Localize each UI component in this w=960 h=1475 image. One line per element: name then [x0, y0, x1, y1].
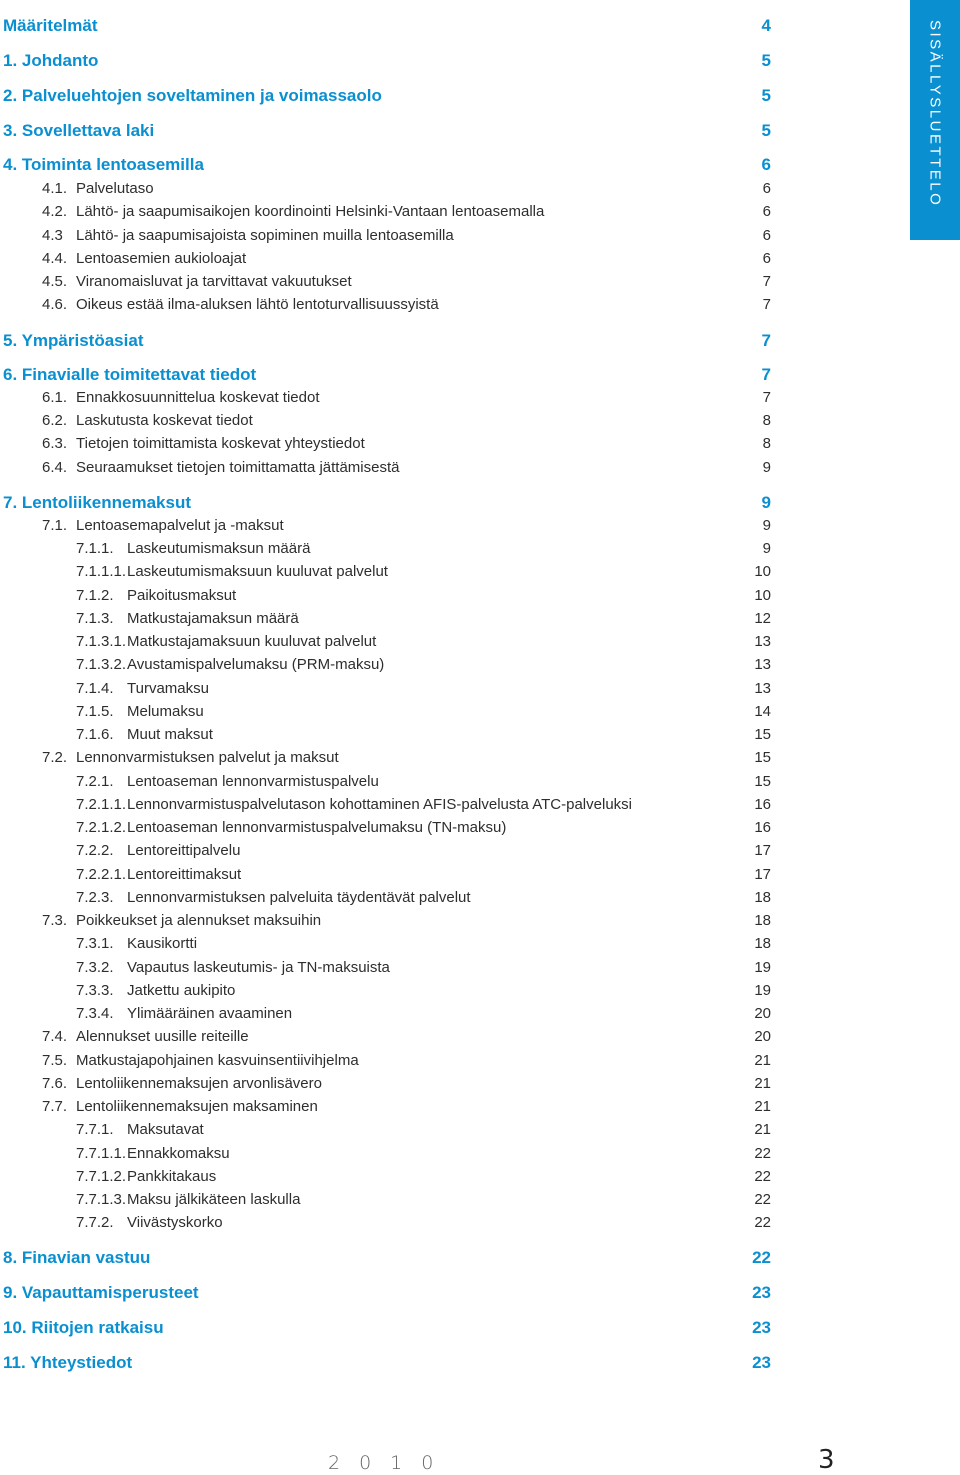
toc-entry-number: 7.7.1.2.	[76, 1168, 127, 1185]
toc-entry-page: 22	[754, 1214, 771, 1231]
toc-entry-title: Lentoreittimaksut	[127, 866, 242, 883]
toc-heading: 9. Vapauttamisperusteet	[3, 1283, 199, 1302]
toc-entry-title: Lentoreittipalvelu	[127, 842, 241, 859]
footer-year: 2010	[328, 1452, 453, 1474]
toc-entry-page: 18	[754, 935, 771, 952]
toc-entry-page: 5	[761, 86, 771, 105]
toc-entry-title: Lentoasemapalvelut ja -maksut	[76, 517, 284, 534]
toc-entry-title: Pankkitakaus	[127, 1168, 217, 1185]
toc-entry-title: Melumaksu	[127, 703, 204, 720]
section-side-tab	[910, 0, 960, 240]
toc-entry-page: 13	[754, 633, 771, 650]
toc-entry-number: 7.2.1.2.	[76, 819, 127, 836]
toc-entry-title: Viranomaisluvat ja tarvittavat vakuutukset	[76, 273, 352, 290]
toc-entry-title: Poikkeukset ja alennukset maksuihin	[76, 912, 322, 929]
toc-entry-page: 16	[754, 796, 771, 813]
toc-entry-page: 10	[754, 587, 771, 604]
toc-entry-page: 6	[761, 155, 771, 174]
toc-entry-title: Vapautus laskeutumis- ja TN-maksuista	[127, 959, 390, 976]
toc-entry-number: 6.4.	[42, 459, 68, 476]
toc-entry-title: Lennonvarmistuksen palveluita täydentävät palvelut	[127, 889, 471, 906]
toc-entry-title: Laskutusta koskevat tiedot	[76, 412, 253, 429]
toc-entry-number: 7.2.2.1.	[76, 866, 127, 883]
toc-entry-title: Ennakkomaksu	[127, 1145, 230, 1162]
toc-entry-title: Oikeus estää ilma-aluksen lähtö lentoturvallisuussyistä	[76, 296, 439, 313]
toc-heading: 11. Yhteystiedot	[3, 1353, 133, 1372]
toc-entry-number: 7.1.	[42, 517, 68, 534]
toc-entry-title: Lennonvarmistuksen palvelut ja maksut	[76, 749, 339, 766]
toc-entry-number: 4.4.	[42, 250, 68, 267]
toc-entry-page: 23	[752, 1283, 771, 1302]
toc-entry-number: 7.7.2.	[76, 1214, 114, 1231]
toc-entry-number: 7.3.2.	[76, 959, 114, 976]
toc-entry-number: 6.3.	[42, 435, 68, 452]
toc-entry-page: 7	[761, 365, 771, 384]
toc-entry-page: 21	[754, 1075, 771, 1092]
toc-entry-title: Paikoitusmaksut	[127, 587, 237, 604]
toc-entry-number: 7.5.	[42, 1052, 68, 1069]
toc-entry-number: 6.1.	[42, 389, 68, 406]
toc-entry-number: 7.1.3.2.	[76, 656, 127, 673]
toc-entry-number: 7.7.	[42, 1098, 68, 1115]
toc-entry-page: 22	[754, 1145, 771, 1162]
toc-entry-page: 19	[754, 959, 771, 976]
toc-entry-title: Lentoaseman lennonvarmistuspalvelu	[127, 773, 379, 790]
toc-heading: 5. Ympäristöasiat	[3, 331, 144, 350]
toc-entry-page: 23	[752, 1318, 771, 1337]
toc-entry-page: 6	[762, 180, 771, 197]
toc-entry-number: 7.2.2.	[76, 842, 114, 859]
toc-entry-page: 23	[752, 1353, 771, 1372]
toc-heading: 10. Riitojen ratkaisu	[3, 1318, 164, 1337]
toc-entry-page: 14	[754, 703, 771, 720]
toc-entry-page: 20	[754, 1028, 771, 1045]
toc-entry-page: 20	[754, 1005, 771, 1022]
toc-entry-page: 19	[754, 982, 771, 999]
toc-entry-number: 7.1.3.1.	[76, 633, 127, 650]
toc-entry-number: 6.2.	[42, 412, 68, 429]
toc-entry-title: Lähtö- ja saapumisajoista sopiminen muilla lentoasemilla	[76, 227, 454, 244]
toc-entry-number: 7.7.1.1.	[76, 1145, 127, 1162]
toc-entry-title: Lentoaseman lennonvarmistuspalvelumaksu (TN-maksu)	[127, 819, 507, 836]
toc-entry-page: 18	[754, 912, 771, 929]
toc-entry-page: 13	[754, 656, 771, 673]
toc-entry-number: 7.1.5.	[76, 703, 114, 720]
toc-entry-title: Lentoliikennemaksujen maksaminen	[76, 1098, 318, 1115]
toc-entry-title: Tietojen toimittamista koskevat yhteystiedot	[76, 435, 365, 452]
toc-entry-page: 6	[762, 227, 771, 244]
toc-heading: Määritelmät	[3, 16, 98, 35]
toc-entry-title: Alennukset uusille reiteille	[76, 1028, 249, 1045]
toc-heading: 6. Finavialle toimitettavat tiedot	[3, 365, 257, 384]
toc-entry-number: 7.1.4.	[76, 680, 114, 697]
toc-entry-title: Seuraamukset tietojen toimittamatta jättämisestä	[76, 459, 400, 476]
toc-entry-title: Laskeutumismaksuun kuuluvat palvelut	[127, 563, 388, 580]
side-tab-label: SISÄLLYSLUETTELO	[926, 20, 944, 208]
toc-entry-page: 7	[762, 296, 771, 313]
toc-entry-page: 7	[762, 273, 771, 290]
toc-entry-number: 4.5.	[42, 273, 68, 290]
toc-entry-page: 15	[754, 749, 771, 766]
toc-entry-number: 7.4.	[42, 1028, 68, 1045]
toc-entry-title: Matkustajamaksun määrä	[127, 610, 299, 627]
toc-entry-page: 13	[754, 680, 771, 697]
toc-entry-title: Ylimääräinen avaaminen	[127, 1005, 293, 1022]
toc-entry-number: 7.6.	[42, 1075, 68, 1092]
toc-entry-number: 7.1.1.	[76, 540, 114, 557]
toc-entry-page: 18	[754, 889, 771, 906]
toc-entry-number: 7.3.3.	[76, 982, 114, 999]
toc-entry-page: 16	[754, 819, 771, 836]
toc-entry-number: 7.1.2.	[76, 587, 114, 604]
toc-heading: 7. Lentoliikennemaksut	[3, 493, 191, 512]
toc-entry-title: Lähtö- ja saapumisaikojen koordinointi Helsinki-Vantaan lentoasemalla	[76, 203, 545, 220]
toc-entry-page: 15	[754, 773, 771, 790]
toc-entry-page: 9	[761, 493, 771, 512]
toc-entry-title: Jatkettu aukipito	[127, 982, 236, 999]
toc-entry-page: 21	[754, 1121, 771, 1138]
toc-entry-title: Avustamispalvelumaksu (PRM-maksu)	[127, 656, 385, 673]
toc-entry-page: 9	[762, 540, 771, 557]
toc-entry-page: 4	[761, 16, 771, 35]
toc-entry-page: 5	[761, 51, 771, 70]
toc-entry-page: 17	[754, 842, 771, 859]
toc-heading: 1. Johdanto	[3, 51, 99, 70]
toc-entry-title: Lennonvarmistuspalvelutason kohottaminen AFIS-palvelusta ATC-palveluksi	[127, 796, 632, 813]
toc-entry-page: 9	[762, 517, 771, 534]
toc-entry-page: 21	[754, 1052, 771, 1069]
toc-entry-page: 9	[762, 459, 771, 476]
toc-entry-title: Muut maksut	[127, 726, 213, 743]
toc-entry-number: 7.1.6.	[76, 726, 114, 743]
toc-entry-number: 7.1.1.1.	[76, 563, 127, 580]
toc-entry-title: Viivästyskorko	[127, 1214, 223, 1231]
toc-entry-title: Maksu jälkikäteen laskulla	[127, 1191, 301, 1208]
toc-entry-title: Kausikortti	[127, 935, 198, 952]
toc-entry-number: 7.1.3.	[76, 610, 114, 627]
toc-entry-page: 8	[762, 412, 771, 429]
toc-entry-page: 7	[762, 389, 771, 406]
toc-entry-page: 6	[762, 203, 771, 220]
toc-entry-page: 15	[754, 726, 771, 743]
toc-heading: 3. Sovellettava laki	[3, 121, 155, 140]
toc-entry-page: 8	[762, 435, 771, 452]
toc-heading: 2. Palveluehtojen soveltaminen ja voimassaolo	[3, 86, 382, 105]
toc-heading: 4. Toiminta lentoasemilla	[3, 155, 204, 174]
toc-entry-title: Lentoasemien aukioloajat	[76, 250, 247, 267]
toc-entry-page: 21	[754, 1098, 771, 1115]
toc-entry-title: Palvelutaso	[76, 180, 154, 197]
toc-entry-title: Turvamaksu	[127, 680, 209, 697]
toc-entry-page: 7	[761, 331, 771, 350]
toc-entry-number: 7.7.1.3.	[76, 1191, 127, 1208]
toc-entry-page: 10	[754, 563, 771, 580]
toc-entry-title: Matkustajamaksuun kuuluvat palvelut	[127, 633, 377, 650]
toc-entry-title: Ennakkosuunnittelua koskevat tiedot	[76, 389, 320, 406]
toc-entry-page: 17	[754, 866, 771, 883]
toc-entry-number: 4.2.	[42, 203, 68, 220]
toc-entry-page: 12	[754, 610, 771, 627]
toc-entry-number: 7.2.	[42, 749, 68, 766]
toc-entry-number: 7.2.1.1.	[76, 796, 127, 813]
toc-entry-page: 22	[754, 1168, 771, 1185]
toc-entry-number: 7.2.1.	[76, 773, 114, 790]
toc-entry-number: 7.3.1.	[76, 935, 114, 952]
toc-entry-page: 22	[752, 1248, 771, 1267]
toc-entry-title: Laskeutumismaksun määrä	[127, 540, 311, 557]
footer-page-number: 3	[818, 1445, 835, 1475]
toc-entry-number: 7.3.4.	[76, 1005, 114, 1022]
toc-entry-number: 7.7.1.	[76, 1121, 114, 1138]
toc-heading: 8. Finavian vastuu	[3, 1248, 151, 1267]
toc-entry-title: Lentoliikennemaksujen arvonlisävero	[76, 1075, 322, 1092]
toc-entry-number: 4.1.	[42, 180, 68, 197]
toc-entry-number: 7.3.	[42, 912, 68, 929]
toc-entry-page: 5	[761, 121, 771, 140]
toc-entry-page: 6	[762, 250, 771, 267]
toc-entry-page: 22	[754, 1191, 771, 1208]
toc-entry-title: Maksutavat	[127, 1121, 204, 1138]
toc-entry-number: 4.6.	[42, 296, 68, 313]
toc-entry-number: 4.3	[42, 227, 63, 244]
toc-entry-title: Matkustajapohjainen kasvuinsentiivihjelma	[76, 1052, 359, 1069]
toc-entry-number: 7.2.3.	[76, 889, 114, 906]
